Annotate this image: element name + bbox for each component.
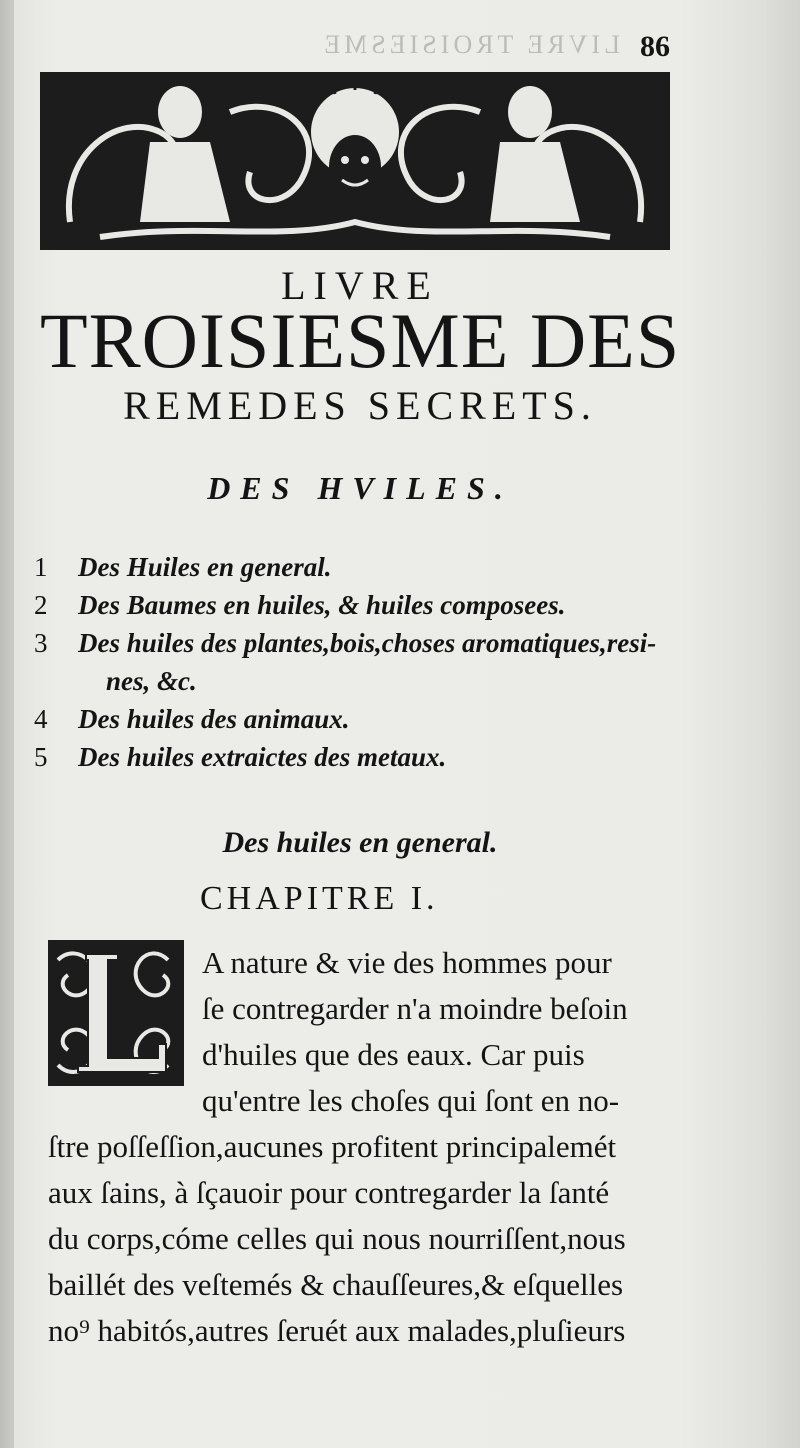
toc-item — [34, 624, 694, 700]
book-title: TROISIESME DES — [40, 297, 681, 384]
toc-number: 1 — [34, 552, 48, 582]
toc-text: Des huiles extraictes des metaux. — [78, 742, 447, 772]
text-line: qu'entre les choſes qui ſont en no- — [202, 1083, 620, 1118]
toc-text: Des huiles des plantes,bois,choses aromatiques,resi- — [78, 628, 657, 658]
text-line: d'huiles que des eaux. Car puis — [202, 1037, 585, 1072]
toc-text: Des Huiles en general. — [78, 552, 332, 582]
table-of-contents — [34, 548, 694, 776]
text-line: ſe contregarder n'a moindre beſoin — [202, 991, 628, 1026]
toc-item — [34, 700, 694, 738]
text-line: ſtre poſſeſſion,aucunes profitent principalemét — [48, 1129, 617, 1164]
toc-item — [34, 548, 694, 586]
chapter-body — [48, 940, 670, 1354]
chapter-heading: CHAPITRE I. — [200, 880, 439, 917]
toc-number: 2 — [34, 590, 48, 620]
text-line: baillét des veſtemés & chauſſeures,& eſquelles — [48, 1267, 624, 1302]
toc-text: Des Baumes en huiles, & huiles composees. — [78, 590, 566, 620]
section-title: DES HVILES. — [207, 470, 513, 506]
running-head-bleed: LIVRE TROISIESME — [320, 30, 620, 59]
book-subtitle: REMEDES SECRETS. — [123, 383, 597, 428]
chapter-subheading: Des huiles en general. — [222, 826, 498, 859]
text-line: aux ſains, à ſçauoir pour contregarder la ſanté — [48, 1175, 610, 1210]
toc-item — [34, 586, 694, 624]
binding-shadow — [0, 0, 14, 1448]
page-number: 86 — [640, 30, 670, 63]
text-line: du corps,cóme celles qui nous nourriſſent,nous — [48, 1221, 626, 1256]
toc-text-continued: nes, &c. — [106, 666, 197, 696]
toc-number: 3 — [34, 628, 48, 658]
toc-item — [34, 738, 694, 776]
toc-text: Des huiles des animaux. — [78, 704, 350, 734]
toc-number: 4 — [34, 704, 48, 734]
book-label: LIVRE — [281, 263, 439, 308]
woodcut-headpiece — [40, 72, 670, 250]
text-line: A nature & vie des hommes pour — [202, 945, 612, 980]
text-line: no⁹ habitós,autres ſeruét aux malades,pluſieurs — [48, 1313, 626, 1348]
toc-number: 5 — [34, 742, 48, 772]
